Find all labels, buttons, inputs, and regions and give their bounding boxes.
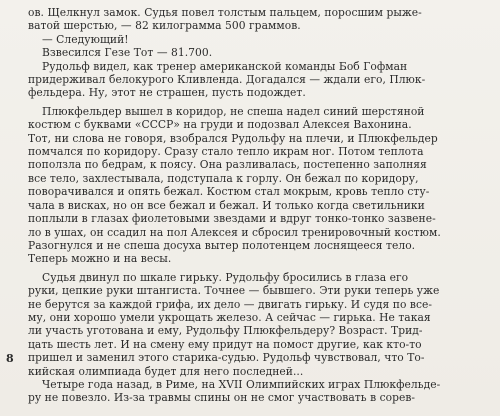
text-line: ло в ушах, он ссадил на пол Алексея и сбросил тренировочный костюм. bbox=[28, 225, 441, 239]
text-line: Тот, ни слова не говоря, взобрался Рудольфу на плечи, и Плюкфельдер bbox=[28, 131, 438, 145]
text-line: ли участь уготована и ему, Рудольфу Плюкфельдеру? Возраст. Трид- bbox=[28, 324, 423, 338]
text-line: ов. Щелкнул замок. Судья повел толстым пальцем, поросшим рыже- bbox=[28, 6, 422, 19]
text-line: Взвесился Гезе Тот — 81.700. bbox=[42, 46, 213, 60]
text-line: придерживал белокурого Кливленда. Догадался — ждали его, Плюк- bbox=[28, 73, 426, 87]
text-line: ру не повезло. Из-за травмы спины он не смог участвовать в сорев- bbox=[28, 391, 416, 405]
text-line: цать шесть лет. И на смену ему придут на помост другие, как кто-то bbox=[28, 337, 422, 351]
text-line: поплыли в глазах фиолетовыми звездами и вдруг тонко-тонко зазвене- bbox=[28, 212, 436, 226]
text-line: Разогнулся и не спеша досуха вытер полотенцем лоснящееся тело. bbox=[28, 238, 416, 252]
text-line: Четыре года назад, в Риме, на XVII Олимпийских играх Плюкфельде- bbox=[42, 377, 441, 391]
text-line: пришел и заменил этого старика-судью. Рудольф чувствовал, что То- bbox=[28, 351, 425, 365]
text-line: не берутся за каждой грифа, их дело — двигать гирьку. И судя по все- bbox=[28, 297, 433, 311]
text-line: Рудольф видел, как тренер американской команды Боб Гофман bbox=[42, 59, 408, 73]
text-line: помчался по коридору. Сразу стало тепло икрам ног. Потом теплота bbox=[28, 145, 424, 159]
text-line: руки, цепкие руки штангиста. Точнее — бывшего. Эти руки теперь уже bbox=[28, 284, 440, 298]
page-number: 8 bbox=[6, 352, 14, 365]
text-line: му, они хорошо умели укрощать железо. А сейчас — гирька. Не такая bbox=[28, 310, 431, 324]
text-line: фельдера. Ну, этот не страшен, пусть подождет. bbox=[28, 86, 306, 100]
text-line: костюм с буквами «СССР» на груди и подозвал Алексея Вахонина. bbox=[28, 118, 412, 132]
text-line: Плюкфельдер вышел в коридор, не спеша надел синий шерстяной bbox=[42, 104, 425, 118]
page-body-text bbox=[28, 6, 492, 405]
text-line: поползла по бедрам, к поясу. Она разливалась, постепенно заполняя bbox=[28, 158, 427, 172]
text-line: Судья двинул по шкале гирьку. Рудольфу бросились в глаза его bbox=[42, 270, 409, 284]
text-line: чала в висках, но он все бежал и бежал. И только когда светильники bbox=[28, 198, 425, 212]
text-line: — Следующий! bbox=[42, 32, 129, 46]
text-line: Теперь можно и на весы. bbox=[28, 252, 172, 266]
text-line: все тело, захлестывала, подступала к горлу. Он бежал по коридору, bbox=[28, 171, 419, 185]
text-line: ватой шерстью, — 82 килограмма 500 граммов. bbox=[28, 19, 301, 33]
text-line: поворачивался и опять бежал. Костюм стал мокрым, кровь тепло сту- bbox=[28, 185, 430, 199]
text-line: кийская олимпиада будет для него последней... bbox=[28, 364, 304, 378]
